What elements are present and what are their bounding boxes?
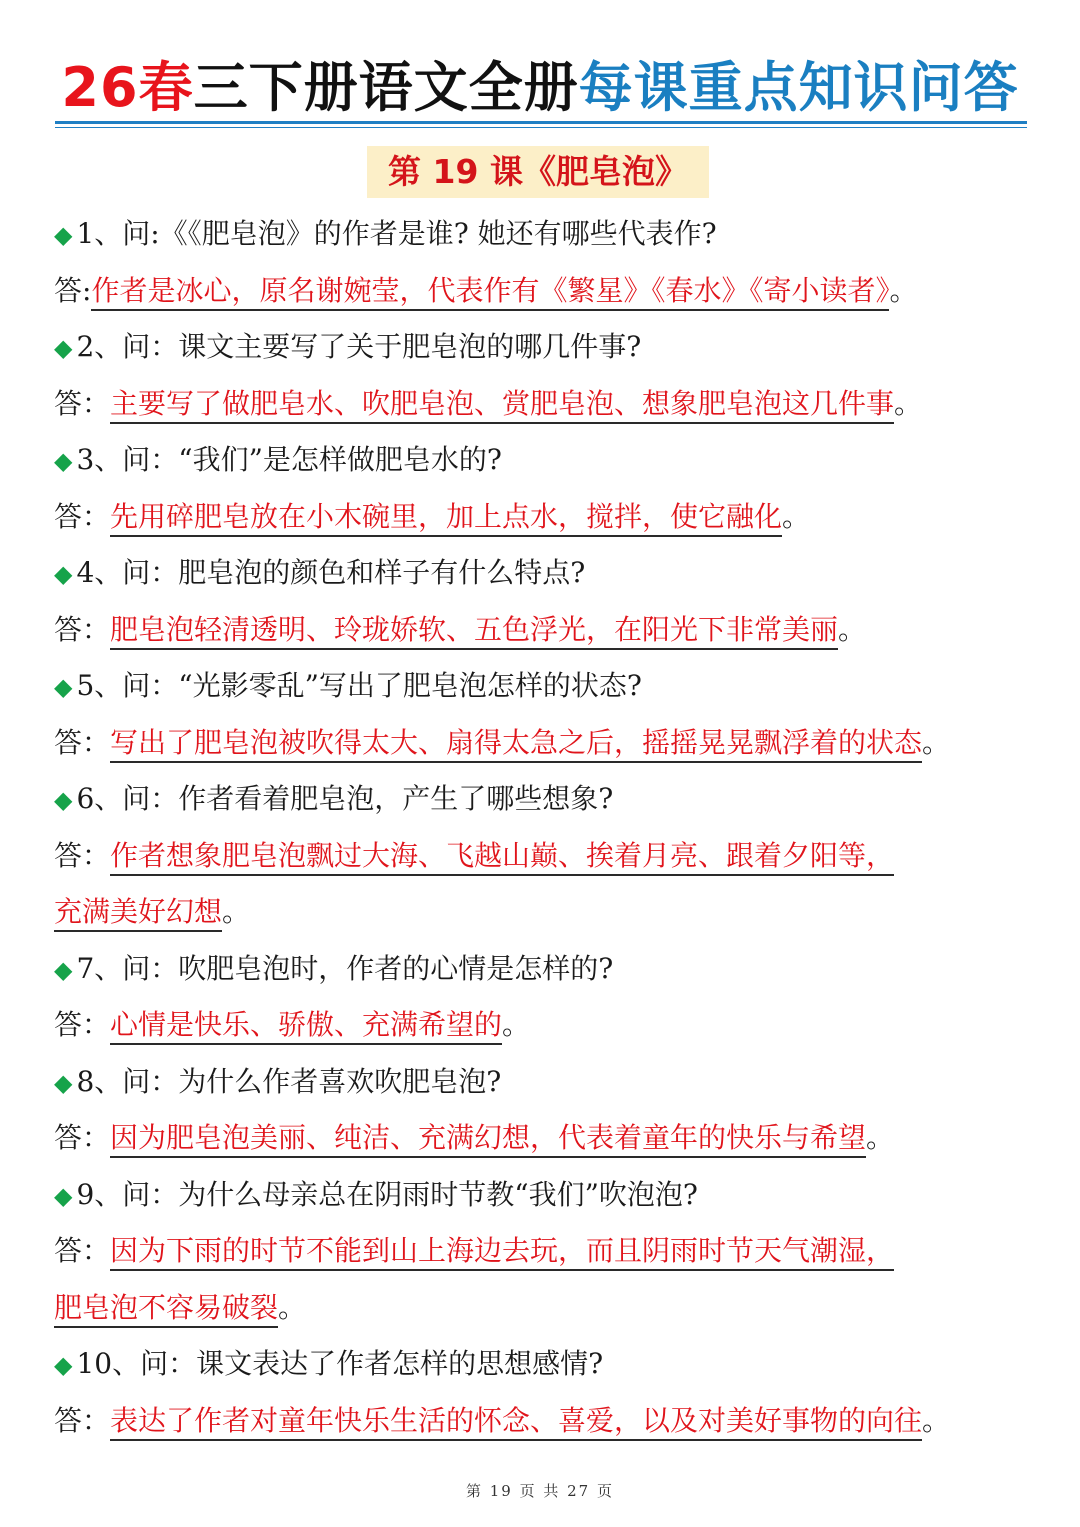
answer-label: 答： — [54, 1121, 111, 1154]
answer-line — [54, 884, 1044, 941]
qa-item — [54, 319, 1044, 432]
answer-line — [54, 715, 1044, 772]
diamond-bullet-icon: ◆ — [54, 560, 73, 588]
answer-label: 答： — [54, 838, 111, 872]
diamond-bullet-icon: ◆ — [54, 334, 73, 362]
question-text: 2、问：课文主要写了关于肥皂泡的哪几件事? — [76, 330, 642, 363]
page-number: 第 19 页 共 27 页 — [465, 1482, 614, 1500]
question-text: 10、问：课文表达了作者怎样的思想感情? — [76, 1347, 604, 1380]
answer-line — [54, 263, 1044, 320]
question-text: 8、问：为什么作者喜欢吹肥皂泡? — [76, 1064, 502, 1098]
question — [54, 1167, 1044, 1224]
question — [54, 1054, 1044, 1111]
diamond-bullet-icon: ◆ — [54, 955, 73, 984]
question-text: 6、问：作者看着肥皂泡，产生了哪些想象? — [76, 782, 614, 815]
answer-line — [54, 1110, 1044, 1167]
diamond-bullet-icon: ◆ — [54, 786, 73, 814]
lesson-heading: 第 19 课《肥皂泡》 — [367, 146, 709, 198]
question — [54, 545, 1044, 602]
answer-line — [54, 489, 1044, 546]
answer-line — [54, 602, 1044, 659]
answer-line — [54, 828, 1044, 885]
answer-text: 先用碎肥皂放在小木碗里，加上点水，搅拌，使它融化 — [110, 500, 782, 537]
answer-end-punctuation: 。 — [782, 499, 811, 533]
title-part-black: 三下册语文全册 — [193, 56, 579, 119]
page-title — [0, 52, 1080, 124]
answer-label: 答： — [54, 1234, 111, 1267]
title-part-red: 26春 — [61, 56, 194, 119]
qa-item — [54, 432, 1044, 545]
qa-item — [54, 206, 1044, 319]
question — [54, 1336, 1044, 1393]
qa-item — [54, 658, 1044, 771]
qa-item — [54, 1336, 1044, 1449]
answer-label: 答： — [54, 499, 111, 533]
qa-item — [54, 771, 1044, 941]
answer-text: 表达了作者对童年快乐生活的怀念、喜爱，以及对美好事物的向往 — [110, 1404, 922, 1441]
answer-text: 主要写了做肥皂水、吹肥皂泡、赏肥皂泡、想象肥皂泡这几件事 — [110, 387, 894, 424]
answer-end-punctuation: 。 — [502, 1008, 531, 1041]
answer-label: 答： — [54, 386, 111, 420]
title-divider-thick — [55, 121, 1027, 124]
qa-item — [54, 941, 1044, 1054]
question-text: 4、问：肥皂泡的颜色和样子有什么特点? — [76, 556, 586, 589]
answer-text: 作者是冰心，原名谢婉莹，代表作有《繁星》《春水》《寄小读者》 — [91, 274, 889, 311]
answer-end-punctuation: 。 — [866, 1121, 895, 1154]
answer-line — [54, 1223, 1044, 1280]
answer-text: 写出了肥皂泡被吹得太大、扇得太急之后，摇摇晃晃飘浮着的状态 — [110, 726, 922, 763]
answer-label: 答: — [54, 273, 92, 307]
diamond-bullet-icon: ◆ — [54, 447, 73, 475]
answer-end-punctuation: 。 — [838, 612, 867, 646]
question — [54, 658, 1044, 715]
question — [54, 941, 1044, 998]
answer-line — [54, 997, 1044, 1054]
answer-end-punctuation: 。 — [278, 1290, 307, 1324]
answer-end-punctuation: 。 — [222, 895, 251, 928]
answer-text: 肥皂泡轻清透明、玲珑娇软、五色浮光，在阳光下非常美丽 — [110, 613, 838, 650]
question-text: 1、问:《《肥皂泡》的作者是谁? 她还有哪些代表作? — [76, 217, 717, 250]
diamond-bullet-icon: ◆ — [54, 1068, 73, 1097]
diamond-bullet-icon: ◆ — [54, 221, 73, 249]
answer-line — [54, 1393, 1044, 1450]
answer-end-punctuation: 。 — [889, 273, 918, 307]
qa-list — [54, 206, 1044, 1449]
question-text: 9、问：为什么母亲总在阴雨时节教“我们”吹泡泡? — [76, 1177, 698, 1211]
title-part-blue: 每课重点知识问答 — [578, 56, 1019, 119]
answer-label: 答： — [54, 725, 111, 759]
answer-line — [54, 1280, 1044, 1337]
title-divider-thin — [55, 127, 1027, 128]
answer-line — [54, 376, 1044, 433]
question — [54, 432, 1044, 489]
answer-text: 心情是快乐、骄傲、充满希望的 — [110, 1008, 502, 1045]
diamond-bullet-icon: ◆ — [54, 1351, 73, 1379]
answer-label: 答： — [54, 1403, 111, 1437]
answer-end-punctuation: 。 — [922, 1403, 951, 1437]
diamond-bullet-icon: ◆ — [54, 673, 73, 701]
answer-text: 作者想象肥皂泡飘过大海、飞越山巅、挨着月亮、跟着夕阳等， — [110, 839, 894, 876]
qa-item — [54, 1167, 1044, 1337]
answer-text: 充满美好幻想 — [54, 895, 222, 932]
question-text: 3、问：“我们”是怎样做肥皂水的? — [76, 443, 502, 476]
answer-text: 因为下雨的时节不能到山上海边去玩，而且阴雨时节天气潮湿， — [110, 1234, 894, 1271]
diamond-bullet-icon: ◆ — [54, 1181, 73, 1210]
question-text: 7、问：吹肥皂泡时，作者的心情是怎样的? — [76, 951, 614, 985]
answer-text: 肥皂泡不容易破裂 — [54, 1291, 278, 1328]
question — [54, 206, 1044, 263]
question — [54, 319, 1044, 376]
answer-label: 答： — [54, 1008, 111, 1041]
question — [54, 771, 1044, 828]
answer-end-punctuation: 。 — [894, 386, 923, 420]
question-text: 5、问：“光影零乱”写出了肥皂泡怎样的状态? — [76, 669, 642, 702]
answer-label: 答： — [54, 612, 111, 646]
answer-text: 因为肥皂泡美丽、纯洁、充满幻想，代表着童年的快乐与希望 — [110, 1121, 866, 1158]
qa-item — [54, 545, 1044, 658]
qa-item — [54, 1054, 1044, 1167]
answer-end-punctuation: 。 — [922, 725, 951, 759]
